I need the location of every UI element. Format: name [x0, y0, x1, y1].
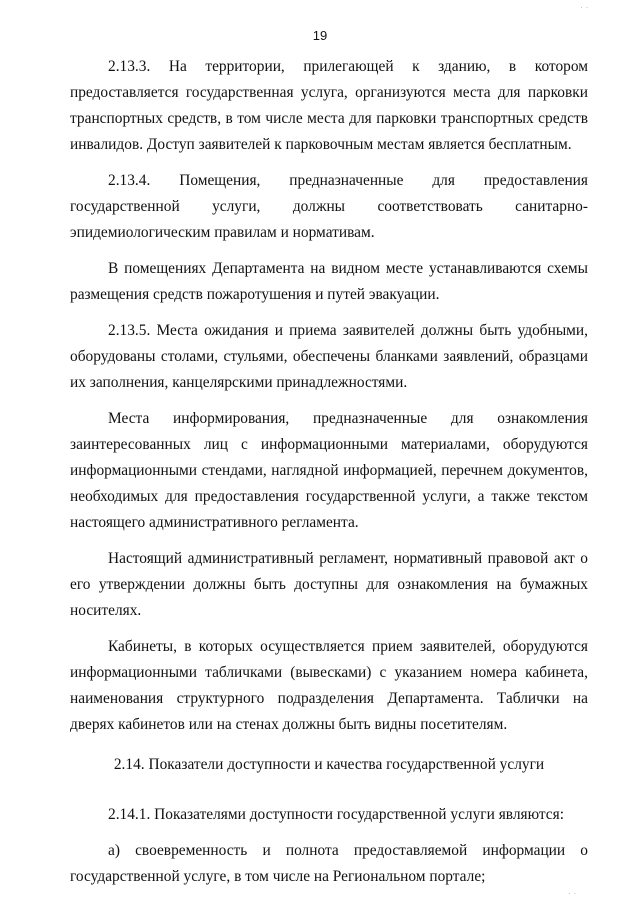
paragraph-cabinets: Кабинеты, в которых осуществляется прием заявителей, оборудуются информационными табличками (вывесками) с указанием номера кабинета, наименования структурного подразделения Департамента. Таблички на дверях кабинетов или на стенах должны быть видны посетителям. [70, 638, 588, 733]
paragraph-evacuation-schemes: В помещениях Департамента на видном месте устанавливаются схемы размещения средств пожаротушения и путей эвакуации. [70, 260, 588, 303]
paragraph-2-13-5: 2.13.5. Места ожидания и приема заявителей должны быть удобными, оборудованы столами, стульями, обеспечены бланками заявлений, образцами их заполнения, канцелярскими принадлежностями. [70, 322, 588, 391]
corner-mark-bottom: · · [568, 888, 577, 898]
page-number: 19 [312, 28, 328, 43]
paragraph-item-a: а) своевременность и полнота предоставляемой информации о государственной услуге, в том числе на Региональном портале; [70, 842, 588, 885]
paragraph-regulation-availability: Настоящий административный регламент, нормативный правовой акт о его утверждении должны быть доступны для ознакомления на бумажных носителях. [70, 550, 588, 619]
paragraph-2-13-4: 2.13.4. Помещения, предназначенные для предоставления государственной услуги, должны соответствовать санитарно-эпидемиологическим правилам и нормативам. [70, 172, 588, 241]
document-body [70, 54, 588, 900]
section-heading-2-14: 2.14. Показатели доступности и качества государственной услуги [113, 756, 545, 773]
paragraph-2-14-1: 2.14.1. Показателями доступности государственной услуги являются: [108, 806, 564, 823]
corner-mark-top: · · [580, 2, 589, 12]
paragraph-2-13-3: 2.13.3. На территории, прилегающей к зданию, в котором предоставляется государственная услуга, организуются места для парковки транспортных средств, в том числе места для парковки транспортных средств инвалидов. Доступ заявителей к парковочным местам является бесплатным. [70, 58, 588, 153]
paragraph-information-places: Места информирования, предназначенные для ознакомления заинтересованных лиц с информационными материалами, оборудуются информационными стендами, наглядной информацией, перечнем документов, необходимых для предоставления государственной услуги, а также текстом настоящего административного регламента. [70, 410, 588, 531]
